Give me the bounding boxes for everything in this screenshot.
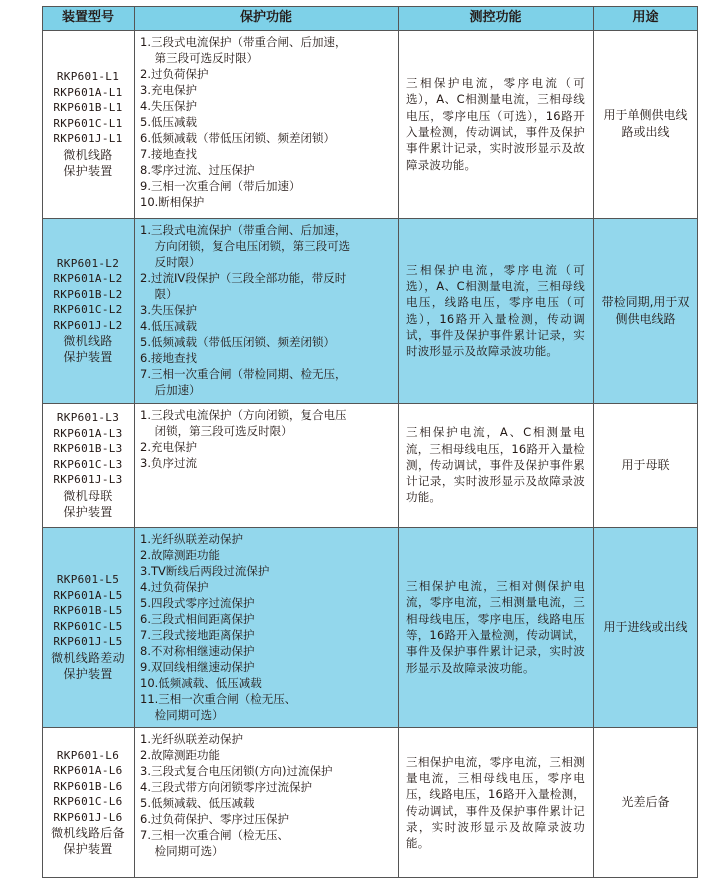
usage-text: 光差后备: [621, 795, 670, 809]
protection-item: 检同期可选）: [140, 844, 224, 858]
measurement-text: 三相保护电流，A、C相测量电流，三相母线电压，16路开入量检测，传动调试，事件及保护事件累计记录，实时波形显示及故障录波功能。: [406, 425, 585, 505]
row-divider: [42, 218, 698, 219]
device-name: 微机线路后备: [51, 826, 125, 841]
model-number: RKP601C-L2: [53, 303, 123, 317]
row-divider: [42, 403, 698, 404]
model-number: RKP601C-L3: [53, 457, 123, 471]
model-number: RKP601A-L1: [53, 85, 123, 99]
protection-item: 6.过负荷保护、零序过压保护: [140, 812, 289, 826]
protection-item: 1.三段式电流保护（方向闭锁，复合电压: [140, 408, 347, 422]
usage-cell: [593, 403, 698, 527]
device-name: 微机线路: [63, 147, 113, 162]
model-number: RKP601B-L3: [53, 442, 123, 456]
row-divider: [42, 727, 698, 728]
protection-cell: [134, 218, 398, 403]
device-name: 微机母联: [63, 488, 113, 503]
model-cell: [42, 403, 134, 527]
protection-item: 3.TV断线后两段过流保护: [140, 564, 270, 578]
model-cell: [42, 218, 134, 403]
model-cell: [42, 30, 134, 218]
usage-cell: [593, 30, 698, 218]
protection-item: 第三段可选反时限）: [140, 51, 259, 65]
model-number: RKP601J-L2: [53, 318, 123, 332]
model-number: RKP601-L1: [56, 70, 120, 84]
protection-item: 1.光纤纵联差动保护: [140, 532, 243, 546]
measurement-cell: [398, 727, 593, 878]
device-name: 保护装置: [63, 842, 113, 857]
protection-item: 6.三段式相间距离保护: [140, 612, 255, 626]
protection-item: 5.低频减载、低压减载: [140, 796, 255, 810]
protection-item: 方向闭锁，复合电压闭锁，第三段可选: [140, 239, 351, 253]
protection-cell: [134, 727, 398, 878]
model-number: RKP601J-L6: [53, 810, 123, 824]
usage-cell: [593, 218, 698, 403]
header-model: 装置型号: [61, 10, 114, 25]
device-name: 保护装置: [63, 163, 113, 178]
model-number: RKP601C-L6: [53, 795, 123, 809]
protection-item: 4.低压减载: [140, 319, 197, 333]
protection-item: 后加速）: [140, 383, 201, 397]
model-number: RKP601A-L5: [53, 588, 123, 602]
header-measurement: 测控功能: [469, 10, 522, 25]
measurement-cell: [398, 527, 593, 727]
protection-item: 1.三段式电流保护（带重合闸、后加速，: [140, 223, 347, 237]
protection-item: 检同期可选）: [140, 708, 224, 722]
protection-cell: [134, 30, 398, 218]
protection-item: 7.三相一次重合闸（检无压、: [140, 828, 289, 842]
protection-item: 闭锁，第三段可选反时限）: [140, 424, 293, 438]
protection-item: 1.三段式电流保护（带重合闸、后加速，: [140, 35, 347, 49]
protection-item: 5.低压减载: [140, 115, 197, 129]
protection-item: 4.失压保护: [140, 99, 197, 113]
device-name: 微机线路: [63, 334, 113, 349]
protection-item: 4.过负荷保护: [140, 580, 209, 594]
protection-item: 7.三段式接地距离保护: [140, 628, 255, 642]
measurement-cell: [398, 403, 593, 527]
device-name: 保护装置: [63, 666, 113, 681]
table-row: [42, 403, 698, 527]
measurement-text: 三相保护电流，零序电流（可选），A、C相测量电流，三相母线电压，线路电压，零序电压（可选），16路开入量检测，传动调试，事件及保护事件累计记录，实时波形显示及故障录波功能。: [406, 262, 585, 359]
table-row: [42, 218, 698, 403]
protection-item: 9.双回线相继速动保护: [140, 660, 255, 674]
column-divider: [593, 6, 594, 878]
measurement-cell: [398, 30, 593, 218]
protection-item: 8.不对称相继速动保护: [140, 644, 255, 658]
usage-text: 带检同期,用于双侧供电线路: [601, 294, 690, 326]
model-number: RKP601B-L5: [53, 604, 123, 618]
protection-item: 6.低频减载（带低压闭锁、频差闭锁）: [140, 131, 335, 145]
header-divider: [42, 30, 698, 31]
model-number: RKP601A-L2: [53, 272, 123, 286]
protection-item: 3.充电保护: [140, 83, 197, 97]
protection-item: 11.三相一次重合闸（检无压、: [140, 692, 297, 706]
table-row: [42, 30, 698, 218]
device-name: 保护装置: [63, 350, 113, 365]
protection-item: 3.负序过流: [140, 456, 197, 470]
protection-item: 7.接地查找: [140, 147, 197, 161]
model-number: RKP601-L5: [56, 573, 120, 587]
protection-item: 2.故障测距功能: [140, 548, 220, 562]
model-number: RKP601C-L5: [53, 619, 123, 633]
header-protection: 保护功能: [239, 10, 292, 25]
model-number: RKP601A-L6: [53, 764, 123, 778]
device-function-table: [42, 6, 698, 878]
model-number: RKP601B-L1: [53, 101, 123, 115]
model-number: RKP601-L2: [56, 256, 120, 270]
model-number: RKP601B-L6: [53, 779, 123, 793]
protection-item: 9.三相一次重合闸（带后加速）: [140, 179, 301, 193]
model-cell: [42, 727, 134, 878]
usage-cell: [593, 727, 698, 878]
protection-item: 限）: [140, 287, 178, 301]
protection-item: 2.过流IV段保护（三段全部功能，带反时: [140, 271, 347, 285]
protection-item: 3.三段式复合电压闭锁(方向)过流保护: [140, 764, 333, 778]
measurement-text: 三相保护电流，三相对侧保护电流，零序电流，三相测量电流，三相母线电压，零序电压，线路电压等，16路开入量检测，传动调试，事件及保护事件累计记录，实时波形显示及故障录波功能。: [406, 579, 585, 675]
table-row: [42, 527, 698, 727]
protection-item: 8.零序过流、过压保护: [140, 163, 255, 177]
protection-item: 5.低频减载（带低压闭锁、频差闭锁）: [140, 335, 335, 349]
usage-text: 用于单侧供电线路或出线: [603, 108, 688, 139]
measurement-text: 三相保护电流，零序电流（可选），A、C相测量电流，三相母线电压，零序电压（可选），16路开入量检测，传动调试，事件及保护事件累计记录，实时波形显示及故障录波功能。: [406, 76, 585, 172]
model-cell: [42, 527, 134, 727]
measurement-cell: [398, 218, 593, 403]
measurement-text: 三相保护电流，零序电流，三相测量电流，三相母线电压，零序电压，线路电压，16路开入量检测，传动调试，事件及保护事件累计记录，实时波形显示及故障录波功能。: [406, 754, 585, 851]
usage-text: 用于母联: [621, 457, 670, 472]
model-number: RKP601J-L3: [53, 473, 123, 487]
protection-item: 10.低频减载、低压减载: [140, 676, 262, 690]
model-number: RKP601-L6: [56, 748, 120, 762]
protection-item: 2.充电保护: [140, 440, 197, 454]
model-number: RKP601-L3: [56, 411, 120, 425]
row-divider: [42, 527, 698, 528]
header-usage: 用途: [632, 10, 659, 25]
usage-text: 用于进线或出线: [603, 619, 688, 634]
model-number: RKP601J-L5: [53, 635, 123, 649]
protection-item: 反时限）: [140, 255, 201, 269]
model-number: RKP601C-L1: [53, 116, 123, 130]
protection-item: 10.断相保护: [140, 195, 205, 209]
protection-item: 3.失压保护: [140, 303, 197, 317]
model-number: RKP601J-L1: [53, 132, 123, 146]
protection-cell: [134, 527, 398, 727]
model-number: RKP601B-L2: [53, 287, 123, 301]
protection-item: 5.四段式零序过流保护: [140, 596, 255, 610]
protection-item: 2.故障测距功能: [140, 748, 220, 762]
protection-item: 7.三相一次重合闸（带检同期、检无压，: [140, 367, 347, 381]
protection-item: 6.接地查找: [140, 351, 197, 365]
column-divider: [134, 6, 135, 878]
protection-item: 1.光纤纵联差动保护: [140, 732, 243, 746]
protection-cell: [134, 403, 398, 527]
protection-item: 4.三段式带方向闭锁零序过流保护: [140, 780, 312, 794]
model-number: RKP601A-L3: [53, 426, 123, 440]
device-name: 微机线路差动: [51, 650, 125, 665]
device-name: 保护装置: [63, 504, 113, 519]
table-row: [42, 727, 698, 878]
table-header: [42, 6, 698, 30]
usage-cell: [593, 527, 698, 727]
protection-item: 2.过负荷保护: [140, 67, 209, 81]
column-divider: [398, 6, 399, 878]
